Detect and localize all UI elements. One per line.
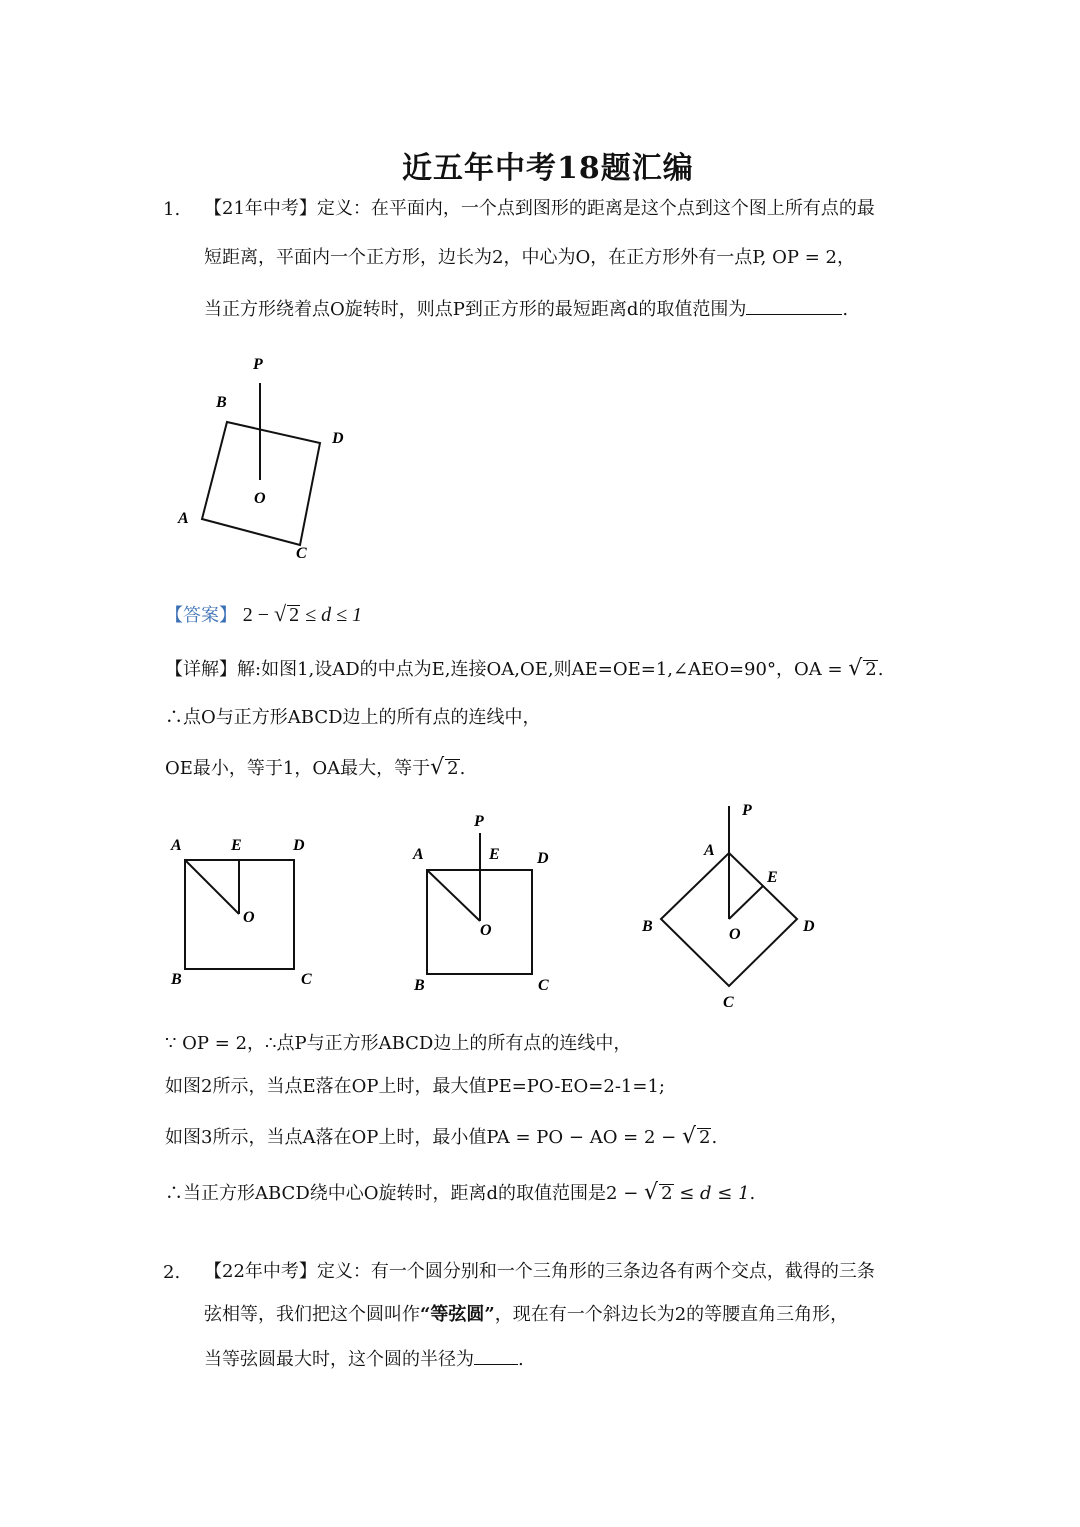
fig2-label-p: P (474, 813, 484, 830)
fig1-label-o: O (243, 909, 255, 926)
solution-inequality-4: ≤ d ≤ 1 (673, 1183, 750, 1204)
fig1-segment-ao (185, 860, 239, 914)
question-2-text-2a: 弦相等，我们把这个圆叫作 (204, 1304, 420, 1325)
question-2-text-3: 当等弦圆最大时，这个圆的半径为 (204, 1349, 474, 1370)
detail-text-1: 解:如图1,设AD的中点为E,连接OA,OE,则AE=OE=1,∠AEO=90°，OA = (237, 659, 849, 680)
question-1-line-1 (204, 197, 875, 221)
solution-line-3: 如图3所示，当点A落在OP上时，最小值PA = PO − AO = 2 − √ 2. (165, 1124, 718, 1149)
fig2-label-d: D (537, 850, 549, 867)
answer-tag: 【答案】 (165, 605, 237, 626)
question-2-text-1: 定义：有一个圆分别和一个三角形的三条边各有两个交点，截得的三条 (316, 1261, 875, 1282)
question-2-line-1 (204, 1260, 875, 1284)
label-p: P (253, 356, 263, 373)
question-1-text-1: 定义：在平面内，一个点到图形的距离是这个点到这个图上所有点的最 (316, 198, 875, 219)
fig2-segment-ao (427, 870, 480, 921)
question-2-tag: 【22年中考】 (204, 1261, 317, 1282)
answer-blank[interactable] (746, 296, 842, 315)
label-a: A (178, 510, 189, 527)
label-d: D (332, 430, 344, 447)
detail-period-3: . (459, 758, 466, 779)
page-title: 近五年中考18题汇编 (402, 151, 694, 186)
detail-line-2: ∴点O与正方形ABCD边上的所有点的连线中， (165, 707, 541, 728)
answer-radicand: 2 (289, 604, 300, 626)
answer-part-a: 2 − (242, 604, 275, 626)
detail-line-1: 【详解】解:如图1,设AD的中点为E,连接OA,OE,则AE=OE=1,∠AEO=90°，OA = √ 2. (165, 656, 884, 681)
fig2-label-b: B (414, 977, 425, 994)
figure-rotated-square (170, 345, 360, 570)
detail-text-3: OE最小，等于1，OA最大，等于 (165, 758, 431, 779)
fig1-label-e: E (231, 837, 242, 854)
solution-line-1: ∵ OP = 2，∴点P与正方形ABCD边上的所有点的连线中， (165, 1033, 632, 1054)
question-number-2: 2. (163, 1262, 181, 1283)
fig2-label-o: O (480, 922, 492, 939)
detail-radicand-3: 2 (447, 758, 459, 779)
fig3-label-c: C (723, 994, 734, 1011)
fig2-label-c: C (538, 977, 549, 994)
solution-period-3: . (711, 1127, 718, 1148)
detail-radicand-1: 2 (865, 659, 877, 680)
answer-line (165, 602, 362, 628)
fig3-label-a: A (704, 842, 715, 859)
fig3-label-b: B (642, 918, 653, 935)
answer-expression: 2 − √ 2 ≤ d ≤ 1 (242, 601, 363, 626)
question-2-term: “等弦圆” (420, 1304, 495, 1325)
fig1-label-c: C (301, 971, 312, 988)
fig1-label-b: B (171, 971, 182, 988)
solution-text-3: 如图3所示，当点A落在OP上时，最小值PA = PO − AO = 2 − (165, 1127, 682, 1148)
fig3-segment-oe (729, 886, 763, 919)
figure-2 (408, 808, 568, 998)
question-2-period: . (518, 1349, 524, 1370)
label-c: C (296, 545, 307, 562)
detail-line-3: OE最小，等于1，OA最大，等于√ 2. (165, 755, 466, 780)
detail-period-1: . (877, 659, 884, 680)
fig3-label-e: E (767, 869, 778, 886)
solution-radicand-4: 2 (661, 1183, 673, 1204)
fig3-label-p: P (742, 802, 752, 819)
label-b: B (216, 394, 227, 411)
solution-period-4: . (749, 1183, 756, 1204)
solution-text-4: ∴当正方形ABCD绕中心O旋转时，距离d的取值范围是2 − (165, 1183, 645, 1204)
figure-3 (638, 798, 823, 1013)
question-1-line-2: 短距离，平面内一个正方形，边长为2，中心为O，在正方形外有一点P, OP = 2， (204, 247, 855, 268)
fig2-label-e: E (489, 846, 500, 863)
fig1-label-d: D (293, 837, 305, 854)
fig2-label-a: A (413, 846, 424, 863)
fig3-label-o: O (729, 926, 741, 943)
question-1-period: . (842, 299, 849, 320)
label-o: O (254, 490, 266, 507)
question-number-1: 1. (163, 199, 181, 220)
fig3-label-d: D (803, 918, 815, 935)
solution-line-4: ∴当正方形ABCD绕中心O旋转时，距离d的取值范围是2 − √ 2 ≤ d ≤ 1. (165, 1180, 756, 1205)
fig1-label-a: A (171, 837, 182, 854)
solution-radicand-3: 2 (699, 1127, 711, 1148)
question-2-line-2 (204, 1303, 848, 1327)
detail-tag: 【详解】 (165, 659, 237, 680)
question-2-text-2b: ，现在有一个斜边长为2的等腰直角三角形， (494, 1304, 849, 1325)
solution-line-2: 如图2所示，当点E落在OP上时，最大值PE=PO-EO=2-1=1; (165, 1076, 665, 1097)
answer-part-b: ≤ d ≤ 1 (300, 604, 363, 626)
question-1-text-3: 当正方形绕着点O旋转时，则点P到正方形的最短距离d的取值范围为 (204, 299, 747, 320)
question-1-line-3 (204, 296, 848, 322)
figure-1 (165, 832, 325, 992)
question-2-answer-blank[interactable] (474, 1346, 518, 1365)
question-1-tag: 【21年中考】 (204, 198, 317, 219)
question-2-line-3 (204, 1346, 524, 1372)
